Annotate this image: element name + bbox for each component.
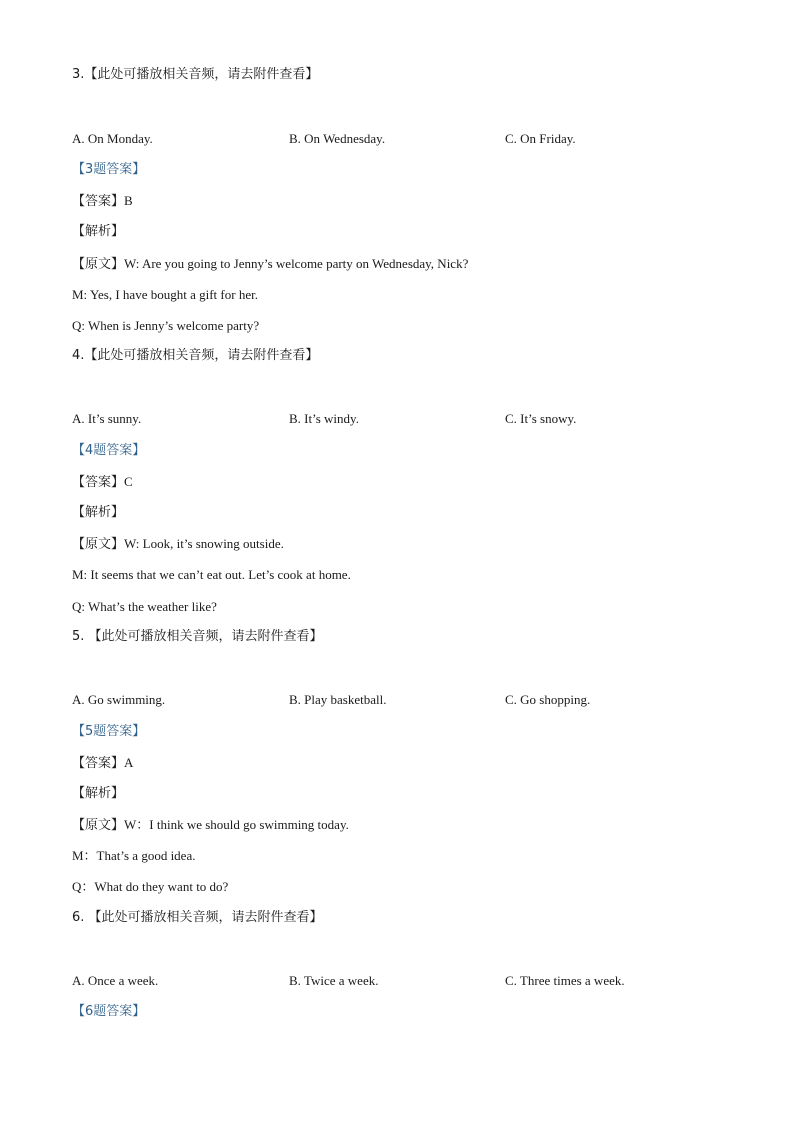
answer-value: B: [124, 193, 133, 208]
transcript-text: W: Look, it’s snowing outside.: [124, 536, 284, 551]
question-4-analysis-label: 【解析】: [72, 505, 125, 520]
transcript-text: W：I think we should go swimming today.: [124, 817, 349, 832]
question-4-option-a: A. It’s sunny.: [72, 411, 142, 426]
question-5-answer-row: [72, 755, 133, 772]
answer-label: 【答案】: [72, 756, 125, 771]
question-6-option-b: B. Twice a week.: [289, 973, 379, 988]
question-3-answer-row: [72, 193, 133, 210]
question-3-transcript-line-1: [72, 256, 468, 273]
question-6-option-a: A. Once a week.: [72, 973, 159, 988]
transcript-label: 【原文】: [72, 537, 125, 552]
question-5-transcript-line-3: Q：What do they want to do?: [72, 879, 229, 894]
question-6-answer-header: 【6题答案】: [72, 1004, 146, 1019]
question-5-option-a: A. Go swimming.: [72, 692, 166, 707]
question-3-analysis-label: 【解析】: [72, 224, 125, 239]
question-5-option-b: B. Play basketball.: [289, 692, 387, 707]
question-5-analysis-label: 【解析】: [72, 786, 125, 801]
question-4-heading: 4.【此处可播放相关音频，请去附件查看】: [72, 348, 319, 363]
question-5-option-c: C. Go shopping.: [505, 692, 591, 707]
answer-value: A: [124, 755, 134, 770]
question-3-option-a: A. On Monday.: [72, 131, 153, 146]
question-5-answer-header: 【5题答案】: [72, 724, 146, 739]
question-3-option-b: B. On Wednesday.: [289, 131, 386, 146]
question-3-option-c: C. On Friday.: [505, 131, 576, 146]
transcript-text: W: Are you going to Jenny’s welcome party on Wednesday, Nick?: [124, 256, 469, 271]
question-4-option-b: B. It’s windy.: [289, 411, 359, 426]
question-5-transcript-line-2: M：That’s a good idea.: [72, 848, 196, 863]
transcript-label: 【原文】: [72, 818, 125, 833]
answer-label: 【答案】: [72, 194, 125, 209]
question-3-transcript-line-3: Q: When is Jenny’s welcome party?: [72, 318, 260, 333]
question-4-answer-header: 【4题答案】: [72, 443, 146, 458]
answer-label: 【答案】: [72, 475, 125, 490]
question-3-transcript-line-2: M: Yes, I have bought a gift for her.: [72, 287, 258, 302]
question-3-answer-header: 【3题答案】: [72, 162, 146, 177]
question-4-option-c: C. It’s snowy.: [505, 411, 577, 426]
question-5-transcript-line-1: [72, 817, 349, 834]
answer-value: C: [124, 474, 133, 489]
question-4-transcript-line-3: Q: What’s the weather like?: [72, 599, 217, 614]
question-6-heading: 6. 【此处可播放相关音频，请去附件查看】: [72, 910, 323, 925]
question-4-answer-row: [72, 474, 133, 491]
question-3-heading: 3.【此处可播放相关音频，请去附件查看】: [72, 67, 319, 82]
question-5-heading: 5. 【此处可播放相关音频，请去附件查看】: [72, 629, 323, 644]
question-6-option-c: C. Three times a week.: [505, 973, 625, 988]
question-4-transcript-line-1: [72, 536, 284, 553]
question-4-transcript-line-2: M: It seems that we can’t eat out. Let’s cook at home.: [72, 567, 351, 582]
transcript-label: 【原文】: [72, 257, 125, 272]
